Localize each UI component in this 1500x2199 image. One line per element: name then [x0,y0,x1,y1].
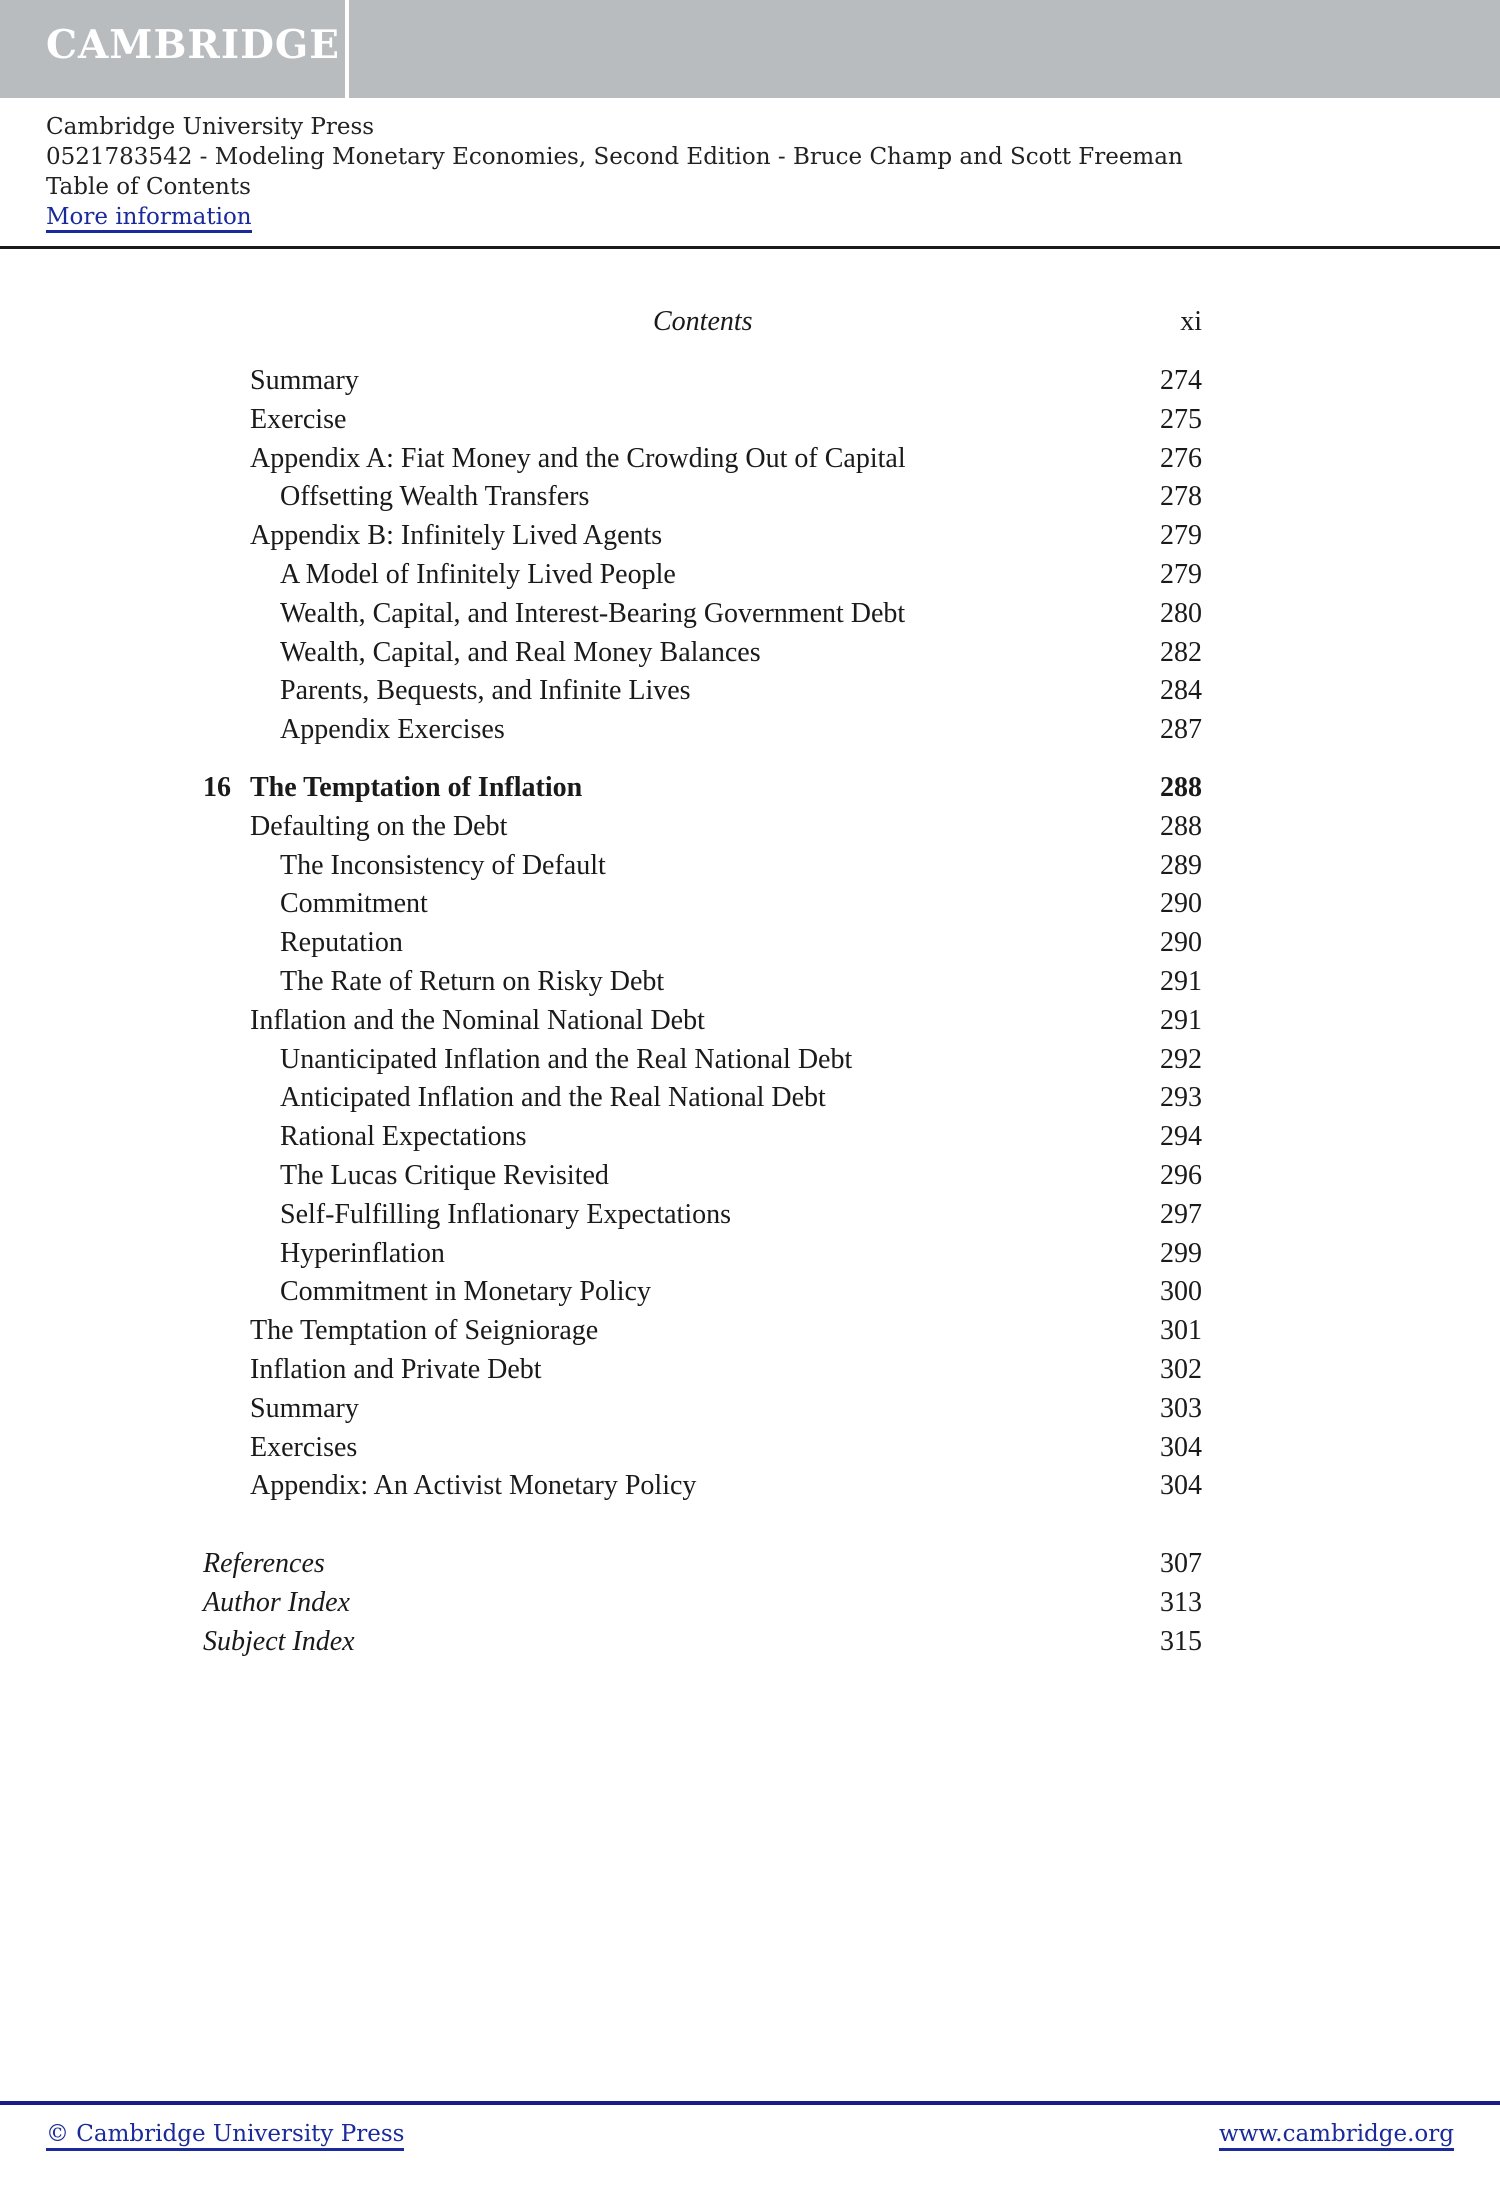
toc-entry-page: 282 [1160,636,1202,668]
toc-backmatter-entry [203,1623,1202,1662]
toc-entry-page: 303 [1160,1392,1202,1424]
toc-entry-page: 301 [1160,1315,1202,1347]
book-info: 0521783542 - Modeling Monetary Economies, Second Edition - Bruce Champ and Scott Freeman [46,144,1183,170]
toc-entry [203,1002,1202,1041]
toc-entry-page: 289 [1160,849,1202,881]
toc-entry-title: Inflation and Private Debt [250,1353,542,1385]
toc-entry-page: 292 [1160,1043,1202,1075]
toc-entry-page: 294 [1160,1121,1202,1153]
toc-subentry [203,1118,1202,1157]
toc-entry [203,362,1202,401]
running-head-title: Contents [653,306,753,337]
website-link[interactable]: www.cambridge.org [1219,2120,1454,2151]
toc-entry [203,1351,1202,1390]
footer-divider [0,2101,1500,2105]
document-metadata [46,112,1183,233]
toc-subentry [203,1273,1202,1312]
toc-entry-title: The Inconsistency of Default [280,849,606,881]
toc-entry-page: 274 [1160,365,1202,396]
toc-entry-page: 315 [1160,1625,1202,1657]
banner-divider [345,0,349,98]
toc-entry-title: Commitment in Monetary Policy [280,1276,651,1308]
toc-entry-title: Unanticipated Inflation and the Real National Debt [280,1043,853,1075]
toc-entry-title: Offsetting Wealth Transfers [280,481,590,513]
copyright-link[interactable]: © Cambridge University Press [46,2120,404,2151]
toc-backmatter-entry [203,1584,1202,1623]
toc-entry [203,517,1202,556]
toc-subentry [203,885,1202,924]
toc-entry-page: 284 [1160,675,1202,707]
toc-entry-page: 296 [1160,1159,1202,1191]
toc-entry-title: The Rate of Return on Risky Debt [280,965,665,997]
toc-entry-title: Appendix A: Fiat Money and the Crowding Out of Capital [250,442,906,474]
toc-subentry [203,1157,1202,1196]
toc-subentry [203,963,1202,1002]
toc-entry-page: 290 [1160,927,1202,959]
toc-entry-title: Summary [250,1392,359,1424]
toc-entry-page: 304 [1160,1470,1202,1502]
toc-entry [203,1312,1202,1351]
toc-entry-page: 279 [1160,558,1202,590]
toc-backmatter-entry [203,1545,1202,1584]
toc-entry-title: Rational Expectations [280,1121,527,1153]
chapter-title: The Temptation of Inflation [250,771,583,803]
cambridge-logo: CAMBRIDGE [46,22,340,68]
toc-entry-page: 307 [1160,1548,1202,1580]
toc-subentry [203,1041,1202,1080]
toc-subentry [203,478,1202,517]
toc-entry [203,1467,1202,1506]
toc-subentry [203,1235,1202,1274]
toc-entry-title: Summary [250,365,359,396]
toc-subentry [203,556,1202,595]
toc-entry-title: Hyperinflation [280,1237,445,1269]
chapter-number: 16 [203,771,231,803]
table-of-contents [203,362,1202,1662]
toc-entry-title: The Temptation of Seigniorage [250,1315,599,1347]
toc-entry-title: A Model of Infinitely Lived People [280,558,676,590]
toc-entry-title: The Lucas Critique Revisited [280,1159,609,1191]
toc-subentry [203,847,1202,886]
publisher-banner [0,0,1500,98]
toc-entry-page: 302 [1160,1353,1202,1385]
toc-entry-page: 299 [1160,1237,1202,1269]
toc-entry-page: 293 [1160,1082,1202,1114]
toc-entry-title: Parents, Bequests, and Infinite Lives [280,675,691,707]
toc-entry [203,401,1202,440]
toc-entry-title: Appendix Exercises [280,714,505,746]
toc-entry-page: 313 [1160,1586,1202,1618]
toc-subentry [203,1196,1202,1235]
toc-entry-title: References [203,1548,325,1580]
toc-entry-title: Appendix B: Infinitely Lived Agents [250,520,663,552]
toc-entry-page: 279 [1160,520,1202,552]
toc-subentry [203,595,1202,634]
toc-entry-title: Wealth, Capital, and Interest-Bearing Government Debt [280,597,906,629]
toc-subentry [203,711,1202,750]
toc-subentry [203,672,1202,711]
toc-entry-page: 290 [1160,888,1202,920]
header-divider [0,246,1500,249]
toc-entry-page: 275 [1160,403,1202,435]
toc-entry [203,808,1202,847]
toc-entry [203,1390,1202,1429]
toc-subentry [203,634,1202,673]
toc-entry-title: Exercises [250,1431,358,1463]
toc-entry-title: Author Index [203,1586,350,1618]
toc-entry-title: Subject Index [203,1625,355,1657]
toc-entry-page: 304 [1160,1431,1202,1463]
toc-subentry [203,924,1202,963]
toc-subentry [203,1079,1202,1118]
toc-entry-title: Self-Fulfilling Inflationary Expectations [280,1198,732,1230]
toc-entry-page: 276 [1160,442,1202,474]
toc-entry [203,1429,1202,1468]
toc-entry-page: 288 [1160,810,1202,842]
toc-entry-page: 280 [1160,597,1202,629]
running-head-page-number: xi [1180,306,1202,337]
toc-entry-title: Reputation [280,927,403,959]
toc-entry-title: Commitment [280,888,428,920]
toc-entry-title: Inflation and the Nominal National Debt [250,1004,705,1036]
toc-entry-title: Wealth, Capital, and Real Money Balances [280,636,761,668]
section-label: Table of Contents [46,174,251,200]
toc-entry-page: 297 [1160,1198,1202,1230]
toc-entry-title: Defaulting on the Debt [250,810,508,842]
toc-entry-page: 278 [1160,481,1202,513]
toc-entry [203,440,1202,479]
toc-entry-title: Anticipated Inflation and the Real National Debt [280,1082,826,1114]
toc-entry-page: 291 [1160,965,1202,997]
chapter-page: 288 [1160,771,1202,803]
toc-entry-title: Appendix: An Activist Monetary Policy [250,1470,697,1502]
toc-entry-page: 287 [1160,714,1202,746]
toc-chapter-heading [203,769,1202,808]
publisher-name: Cambridge University Press [46,114,375,140]
more-information-link[interactable]: More information [46,204,252,233]
toc-entry-page: 291 [1160,1004,1202,1036]
toc-entry-title: Exercise [250,403,347,435]
toc-entry-page: 300 [1160,1276,1202,1308]
